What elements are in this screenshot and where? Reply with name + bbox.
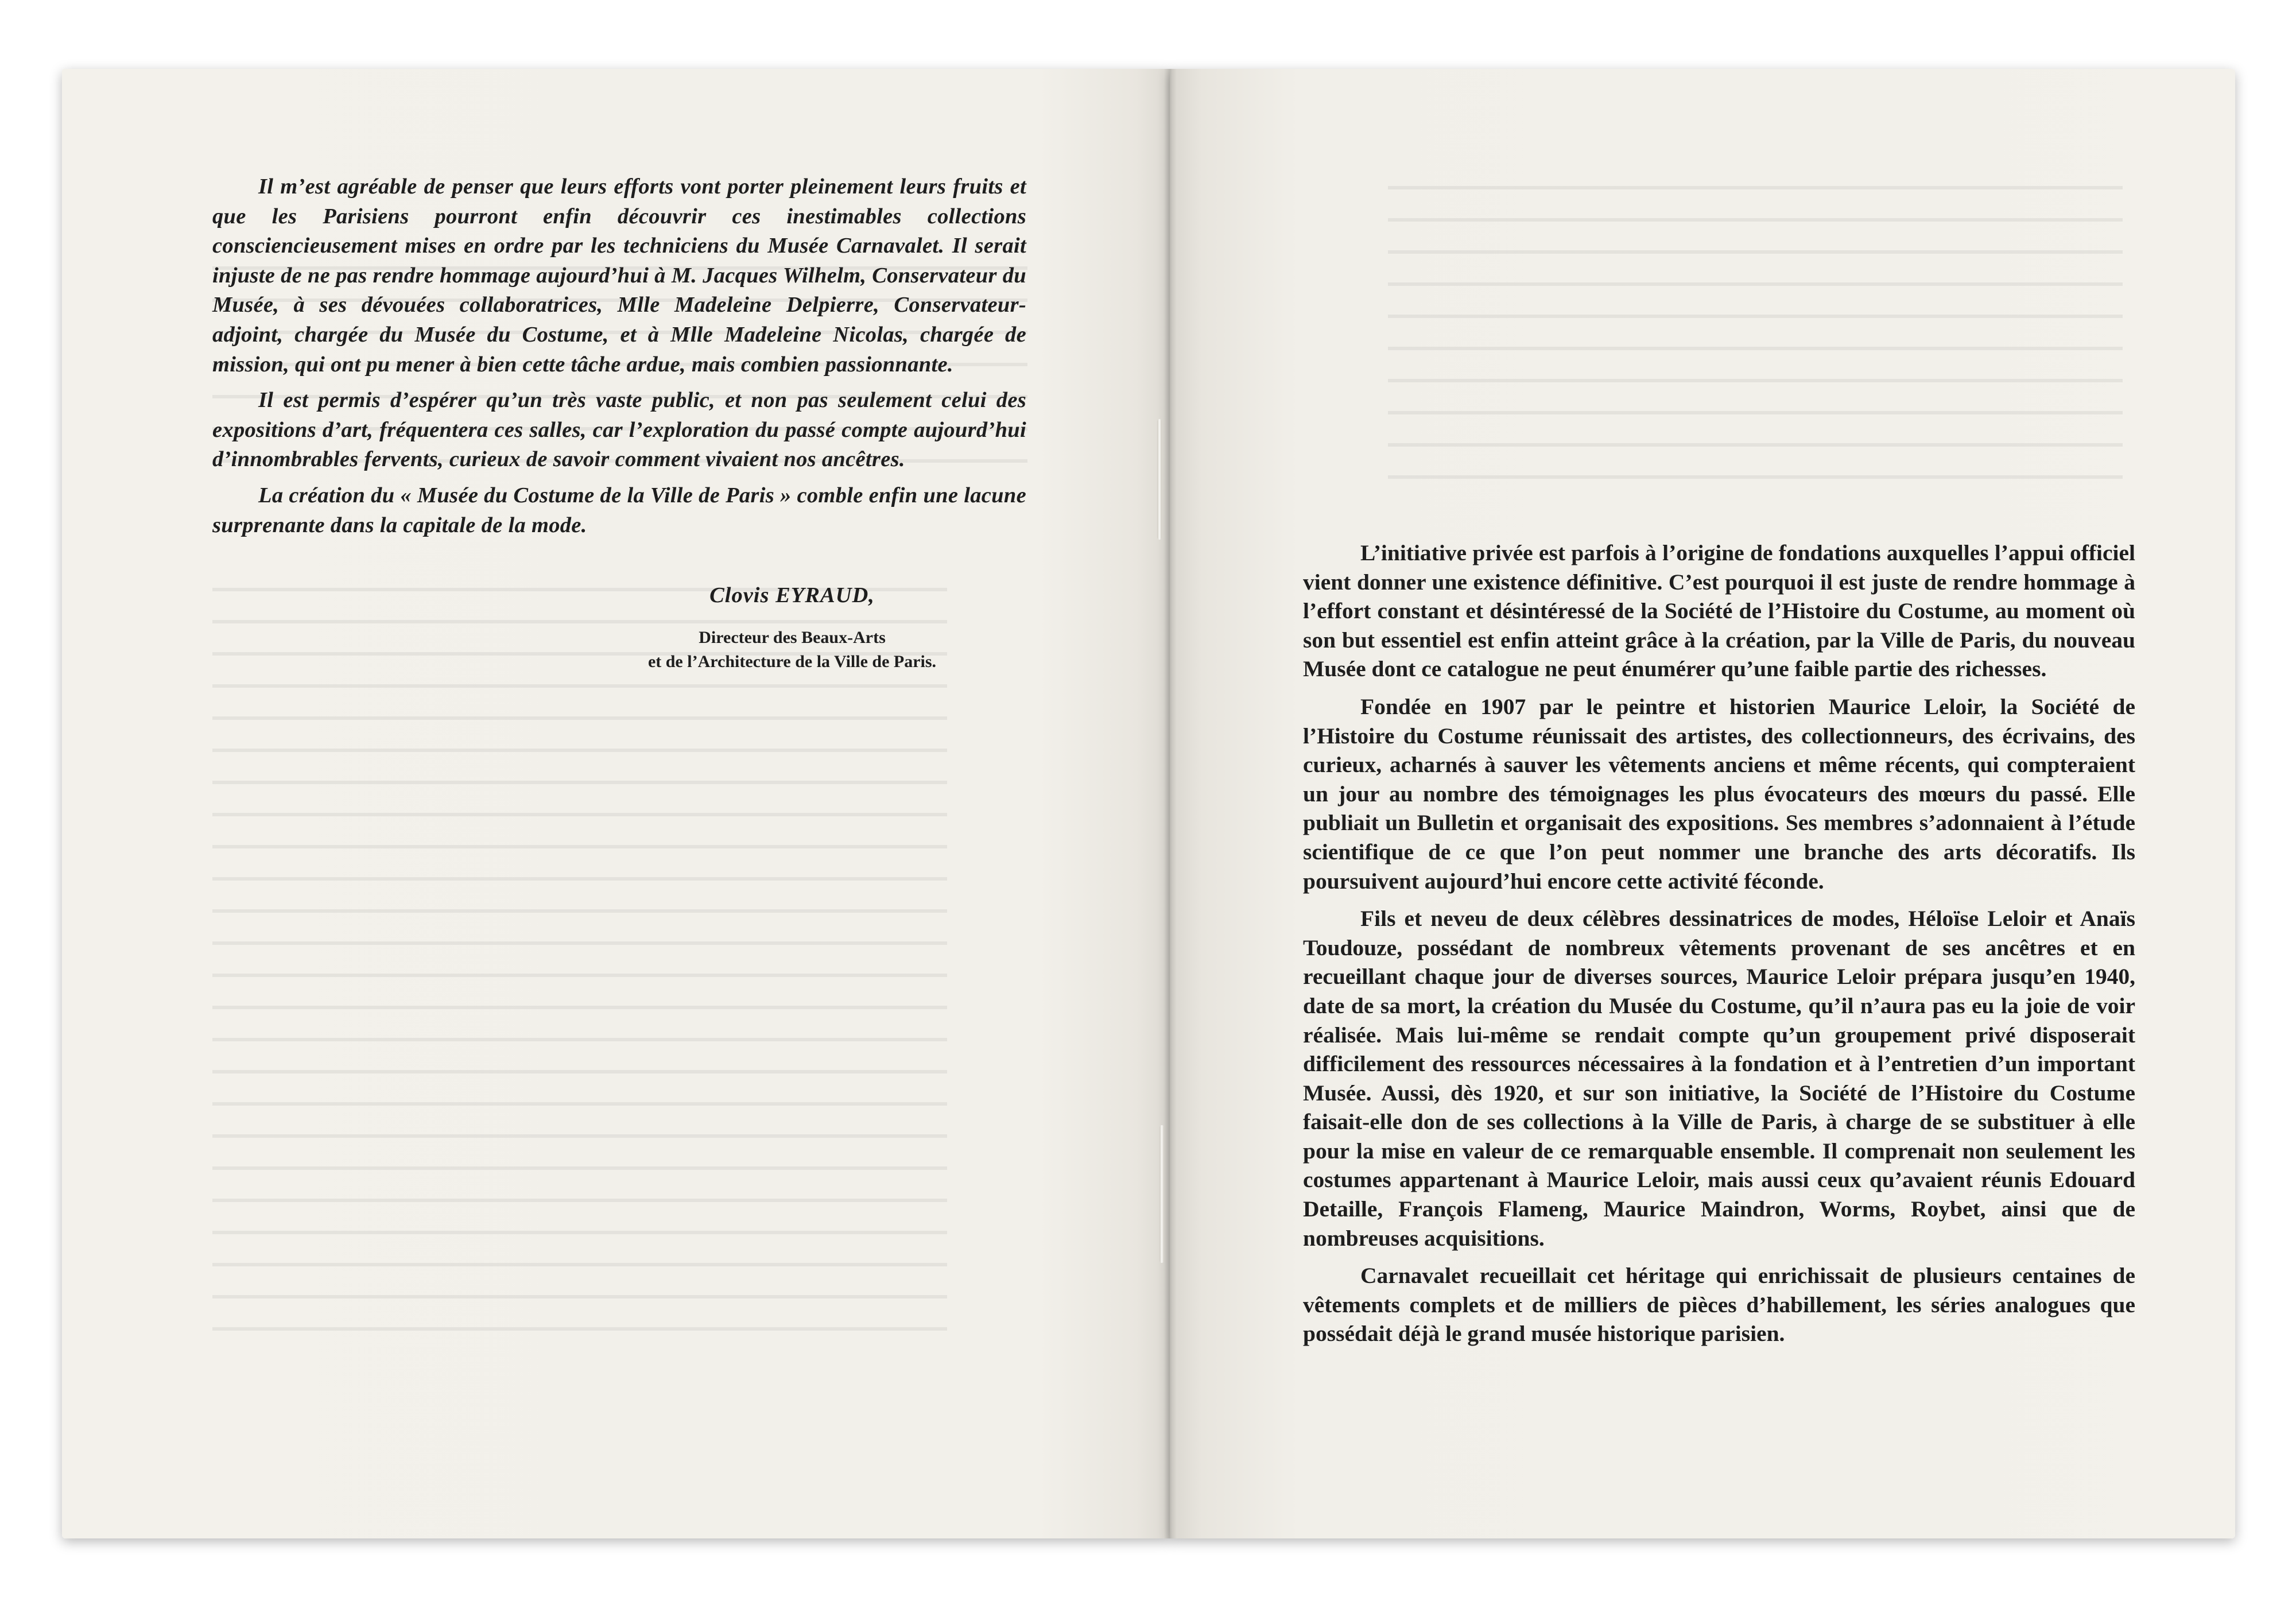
signature-title <box>574 626 1010 674</box>
paragraph: L’initiative privée est parfois à l’origine de fondations auxquelles l’appui officiel vient donner une existence définitive. C’est pourquoi il est juste de rendre hommage à l’effort constant et désintéressé de la Société de l’Histoire du Costume, au moment où son but essentiel est enfin atteint grâce à la création, par la Ville de Paris, du nouveau Musée dont ce catalogue ne peut énumérer qu’une faible partie des richesses. <box>1303 540 2135 682</box>
paragraph: La création du « Musée du Costume de la Ville de Paris » comble enfin une lacune surprenante dans la capitale de la mode. <box>212 483 1026 537</box>
signature-name: Clovis EYRAUD, <box>709 583 875 607</box>
paragraph: Il est permis d’espérer qu’un très vaste public, et non pas seulement celui des expositions d’art, fréquentera ces salles, car l’exploration du passé compte aujourd’hui d’innombrables fervents, curieux de savoir comment vivaient nos ancêtres. <box>212 388 1026 472</box>
paragraph: Fondée en 1907 par le peintre et historien Maurice Leloir, la Société de l’Histoire du Costume réunissait des artistes, des collectionneurs, des écrivains, des curieux, acharnés à sauver les vêtements anciens et même récents, qui compteraient un jour au nombre des témoignages les plus évocateurs des mœurs du passé. Elle publiait un Bulletin et organisait des expositions. Ses membres s’adonnaient à l’étude scientifique de ce que l’on peut nommer une branche des arts décoratifs. Ils poursuivent aujourd’hui encore cette activité féconde. <box>1303 693 2135 894</box>
signature-title-line: Directeur des Beaux-Arts <box>699 628 886 647</box>
binding-stitch-bottom <box>1159 1125 1164 1263</box>
right-page-text <box>1303 538 2135 1357</box>
book-gutter <box>1164 69 1177 1538</box>
paragraph: Il m’est agréable de penser que leurs efforts vont porter pleinement leurs fruits et que les Parisiens pourront enfin découvrir ces inestimables collections consciencieusement mises en ordre par les techniciens du Musée Carnavalet. Il serait injuste de ne pas rendre hommage aujourd’hui à M. Jacques Wilhelm, Conservateur du Musée, à ses dévouées collaboratrices, Mlle Madeleine Delpierre, Conservateur-adjoint, chargée du Musée du Costume, et à Mlle Madeleine Nicolas, chargée de mission, qui ont pu mener à bien cette tâche ardue, mais combien passionnante. <box>212 175 1026 377</box>
show-through-text <box>1388 172 2123 494</box>
binding-stitch-top <box>1157 419 1162 540</box>
signature-title-line: et de l’Architecture de la Ville de Paris. <box>647 652 937 671</box>
left-page-text <box>212 172 1026 546</box>
paragraph: Fils et neveu de deux célèbres dessinatrices de modes, Héloïse Leloir et Anaïs Toudouze, possédant de nombreux vêtements provenant de ses ancêtres et en recueillant chaque jour de diverses sources, Maurice Leloir prépara jusqu’en 1940, date de sa mort, la création du Musée du Costume, qu’il n’aura pas eu la joie de voir réalisée. Mais lui-même se rendait compte qu’un groupement privé disposerait difficilement des ressources nécessaires à la fondation et à l’entretien d’un important Musée. Aussi, dès 1920, et sur son initiative, la Société de l’Histoire du Costume faisait-elle don de ses collections à la Ville de Paris, à charge de se substituer à elle pour la mise en valeur de ce remarquable ensemble. Il comprenait non seulement les costumes appartenant à Maurice Leloir, mais aussi ceux qu’avaient réunis Edouard Detaille, François Flameng, Maurice Maindron, Worms, Roybet, ainsi que de nombreuses acquisitions. <box>1303 906 2135 1251</box>
paragraph: Carnavalet recueillait cet héritage qui enrichissait de plusieurs centaines de vêtements complets et de milliers de pièces d’habillement, les séries analogues que possédait déjà le grand musée historique parisien. <box>1303 1263 2135 1347</box>
show-through-text <box>212 574 947 1338</box>
